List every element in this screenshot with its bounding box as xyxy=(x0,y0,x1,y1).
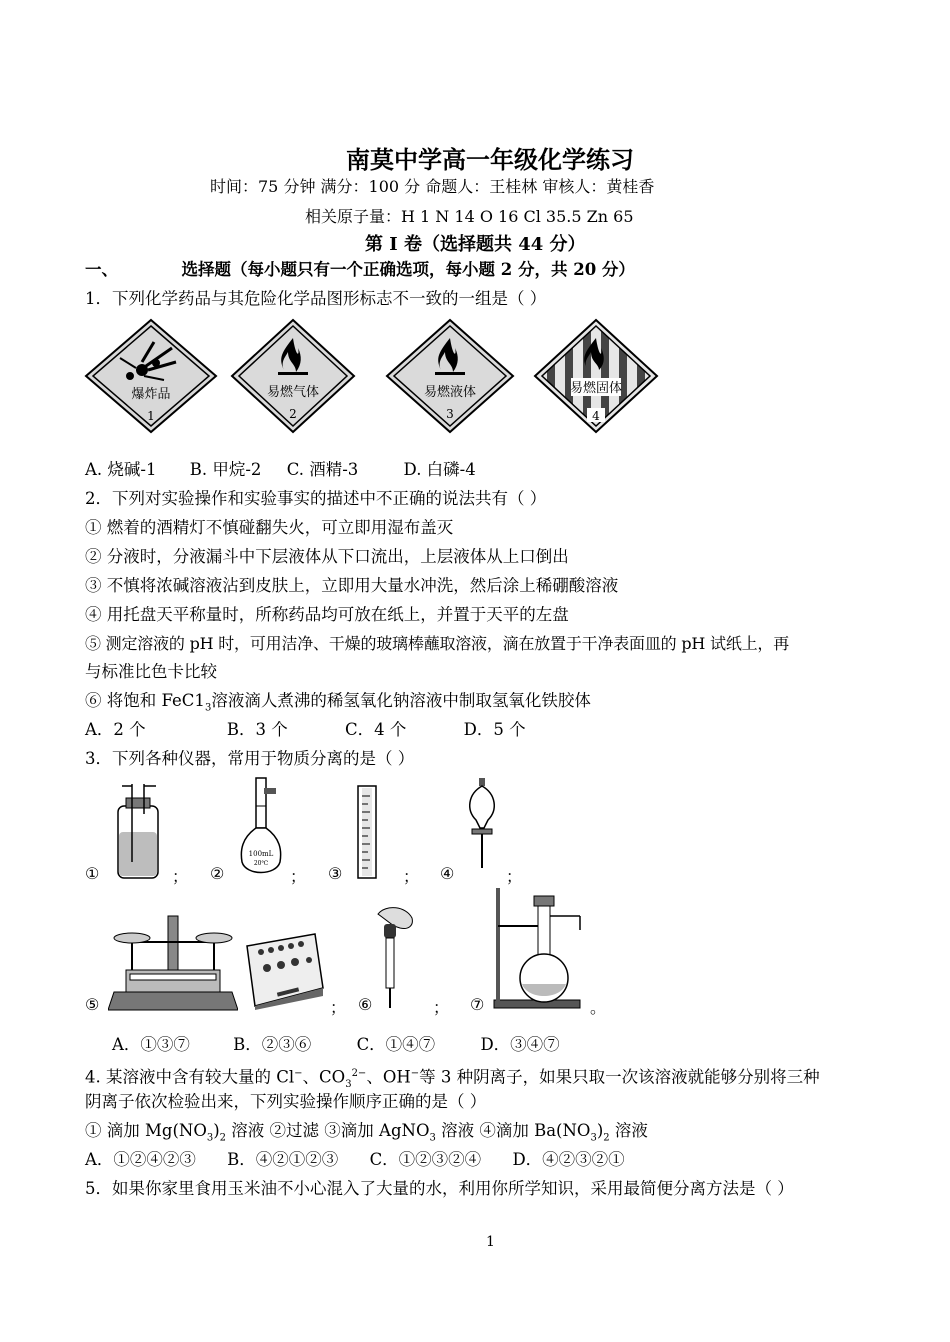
instrument-mark-6: ⑥ xyxy=(358,995,373,1014)
q4-text: 、CO xyxy=(302,1067,346,1087)
part-heading xyxy=(85,260,635,280)
separator: ； xyxy=(172,867,189,886)
instrument-mark-4: ④ xyxy=(440,864,455,883)
instrument-mark-1: ① xyxy=(85,864,100,883)
q1-options xyxy=(85,460,476,480)
q2-item-6-text: ⑥ 将饱和 FeC1 xyxy=(85,691,205,710)
flask-temp: 20℃ xyxy=(253,860,269,867)
q2-item-6-text-2: 溶液滴人煮沸的稀氢氧化钠溶液中制取氢氧化铁胶体 xyxy=(211,691,591,710)
page-title: 南莫中学高一年级化学练习 xyxy=(346,145,634,174)
instrument-mark-3: ③ xyxy=(328,864,343,883)
q1-option-c: C. 酒精-3 xyxy=(286,460,359,479)
subscript: 3 xyxy=(206,1132,214,1144)
superscript: − xyxy=(294,1068,303,1079)
exam-meta: 时间：75 分钟 满分：100 分 命题人：王桂林 审核人：黄桂香 xyxy=(210,177,655,196)
subscript: 2 xyxy=(219,1132,227,1144)
separatory-funnel-icon xyxy=(462,776,502,880)
dropper-icon xyxy=(372,904,416,1012)
flask-label: 100mL xyxy=(248,850,274,858)
q2-item-1: ① 燃着的酒精灯不慎碰翻失火，可立即用湿布盖灭 xyxy=(85,518,454,537)
page-number: 1 xyxy=(486,1234,495,1250)
q4-step-text: ① 滴加 Mg(NO xyxy=(85,1121,207,1140)
q2-item-5: ⑤ 测定溶液的 pH 时，可用洁净、干燥的玻璃棒蘸取溶液，滴在放置于干净表面皿的 pH 试纸上，再 xyxy=(85,634,790,653)
q4-step-text: ) xyxy=(596,1121,604,1140)
atomic-masses: 相关原子量：H 1 N 14 O 16 Cl 35.5 Zn 65 xyxy=(305,207,634,226)
q3-option-a: A．①③⑦ xyxy=(112,1035,190,1054)
q2-stem: 2．下列对实验操作和实验事实的描述中不正确的说法共有（ ） xyxy=(85,489,547,508)
q2-item-5-cont: 与标准比色卡比较 xyxy=(85,662,217,681)
q4-step-text: ) xyxy=(213,1121,220,1140)
q2-option-a: A．2 个 xyxy=(85,720,146,739)
sign-label: 易燃气体 xyxy=(266,385,320,400)
q4-step-text: 溶液 ④滴加 Ba(NO xyxy=(435,1121,591,1140)
q5-stem: 5．如果你家里食用玉米油不小心混入了大量的水，利用你所学知识，采用最简便分离方法是（ ） xyxy=(85,1179,794,1198)
q4-text: 4. 某溶液中含有较大量的 Cl xyxy=(85,1067,295,1087)
q2-item-3: ③ 不慎将浓碱溶液沾到皮肤上，立即用大量水冲洗，然后涂上稀硼酸溶液 xyxy=(85,576,619,595)
q4-steps xyxy=(85,1121,648,1148)
hazard-sign-flammable-gas xyxy=(230,318,356,434)
burette-icon xyxy=(352,782,382,880)
q4-stem xyxy=(85,1064,820,1095)
subscript: 2 xyxy=(603,1132,610,1144)
end-mark: 。 xyxy=(590,998,607,1017)
hazard-sign-explosive xyxy=(84,318,218,434)
part-heading-text: 选择题（每小题只有一个正确选项，每小题 2 分，共 20 分） xyxy=(181,260,635,279)
q3-option-c: C．①④⑦ xyxy=(356,1035,436,1054)
q4-text: 、OH xyxy=(366,1067,411,1087)
q2-options xyxy=(85,720,526,740)
superscript: − xyxy=(410,1068,420,1079)
instrument-mark-7: ⑦ xyxy=(470,995,485,1014)
q4-option-c: C．①②③②④ xyxy=(369,1150,482,1169)
gas-washing-bottle-icon xyxy=(108,782,160,880)
q2-item-2: ② 分液时，分液漏斗中下层液体从下口流出，上层液体从上口倒出 xyxy=(85,547,569,566)
q3-stem: 3．下列各种仪器，常用于物质分离的是（ ） xyxy=(85,749,415,768)
sign-label: 爆炸品 xyxy=(131,387,171,402)
sign-label: 易燃固体 xyxy=(569,381,623,396)
superscript: 2− xyxy=(351,1068,367,1079)
sign-number: 1 xyxy=(147,409,155,423)
separator: ； xyxy=(506,867,523,886)
sign-label: 易燃液体 xyxy=(423,385,477,400)
q2-option-c: C．4 个 xyxy=(345,720,407,739)
subscript: 3 xyxy=(204,702,212,714)
hazard-sign-flammable-liquid xyxy=(385,318,515,434)
q4-stem-line2: 阴离子依次检验出来，下列实验操作顺序正确的是（ ） xyxy=(85,1092,487,1111)
section-title: 第 I 卷（选择题共 44 分） xyxy=(365,234,586,255)
separator: ； xyxy=(290,867,307,886)
q2-item-4: ④ 用托盘天平称量时，所称药品均可放在纸上，并置于天平的左盘 xyxy=(85,605,569,624)
q1-option-b: B. 甲烷-2 xyxy=(189,460,262,479)
sign-number: 4 xyxy=(592,409,600,423)
q1-stem: 1．下列化学药品与其危险化学品图形标志不一致的一组是（ ） xyxy=(85,289,547,308)
separator: ； xyxy=(433,998,450,1017)
q4-option-d: D．④②③②① xyxy=(512,1150,625,1169)
balance-icon xyxy=(108,912,238,1012)
q4-step-text: 溶液 ②过滤 ③滴加 AgNO xyxy=(226,1121,430,1140)
q4-options xyxy=(85,1150,625,1170)
q3-option-d: D．③④⑦ xyxy=(480,1035,560,1054)
q4-step-text: 溶液 xyxy=(609,1121,648,1140)
q3-option-b: B．②③⑥ xyxy=(233,1035,312,1054)
hazard-sign-flammable-solid xyxy=(533,318,659,434)
instrument-mark-2: ② xyxy=(210,864,225,883)
volumetric-flask-icon xyxy=(238,776,284,880)
q4-text: 等 3 种阴离子，如果只取一次该溶液就能够分别将三种 xyxy=(419,1067,820,1087)
q3-options xyxy=(112,1035,560,1055)
q2-option-b: B．3 个 xyxy=(226,720,288,739)
subscript: 3 xyxy=(590,1132,597,1144)
instrument-mark-5: ⑤ xyxy=(85,995,100,1014)
separator: ； xyxy=(330,998,347,1017)
subscript: 3 xyxy=(429,1132,436,1144)
subscript: 3 xyxy=(345,1078,352,1090)
sign-number: 2 xyxy=(289,407,297,421)
sign-number: 3 xyxy=(446,407,454,421)
q4-option-b: B．④②①②③ xyxy=(227,1150,339,1169)
distillation-flask-icon xyxy=(488,886,584,1010)
weight-box-icon xyxy=(245,930,325,1010)
part-heading-number: 一、 xyxy=(85,260,118,279)
q2-option-d: D．5 个 xyxy=(463,720,526,739)
separator: ； xyxy=(403,867,420,886)
q4-option-a: A．①②④②③ xyxy=(85,1150,196,1169)
q1-option-d: D. 白磷-4 xyxy=(403,460,476,479)
q2-item-6 xyxy=(85,691,591,718)
q1-option-a: A. 烧碱-1 xyxy=(85,460,157,479)
